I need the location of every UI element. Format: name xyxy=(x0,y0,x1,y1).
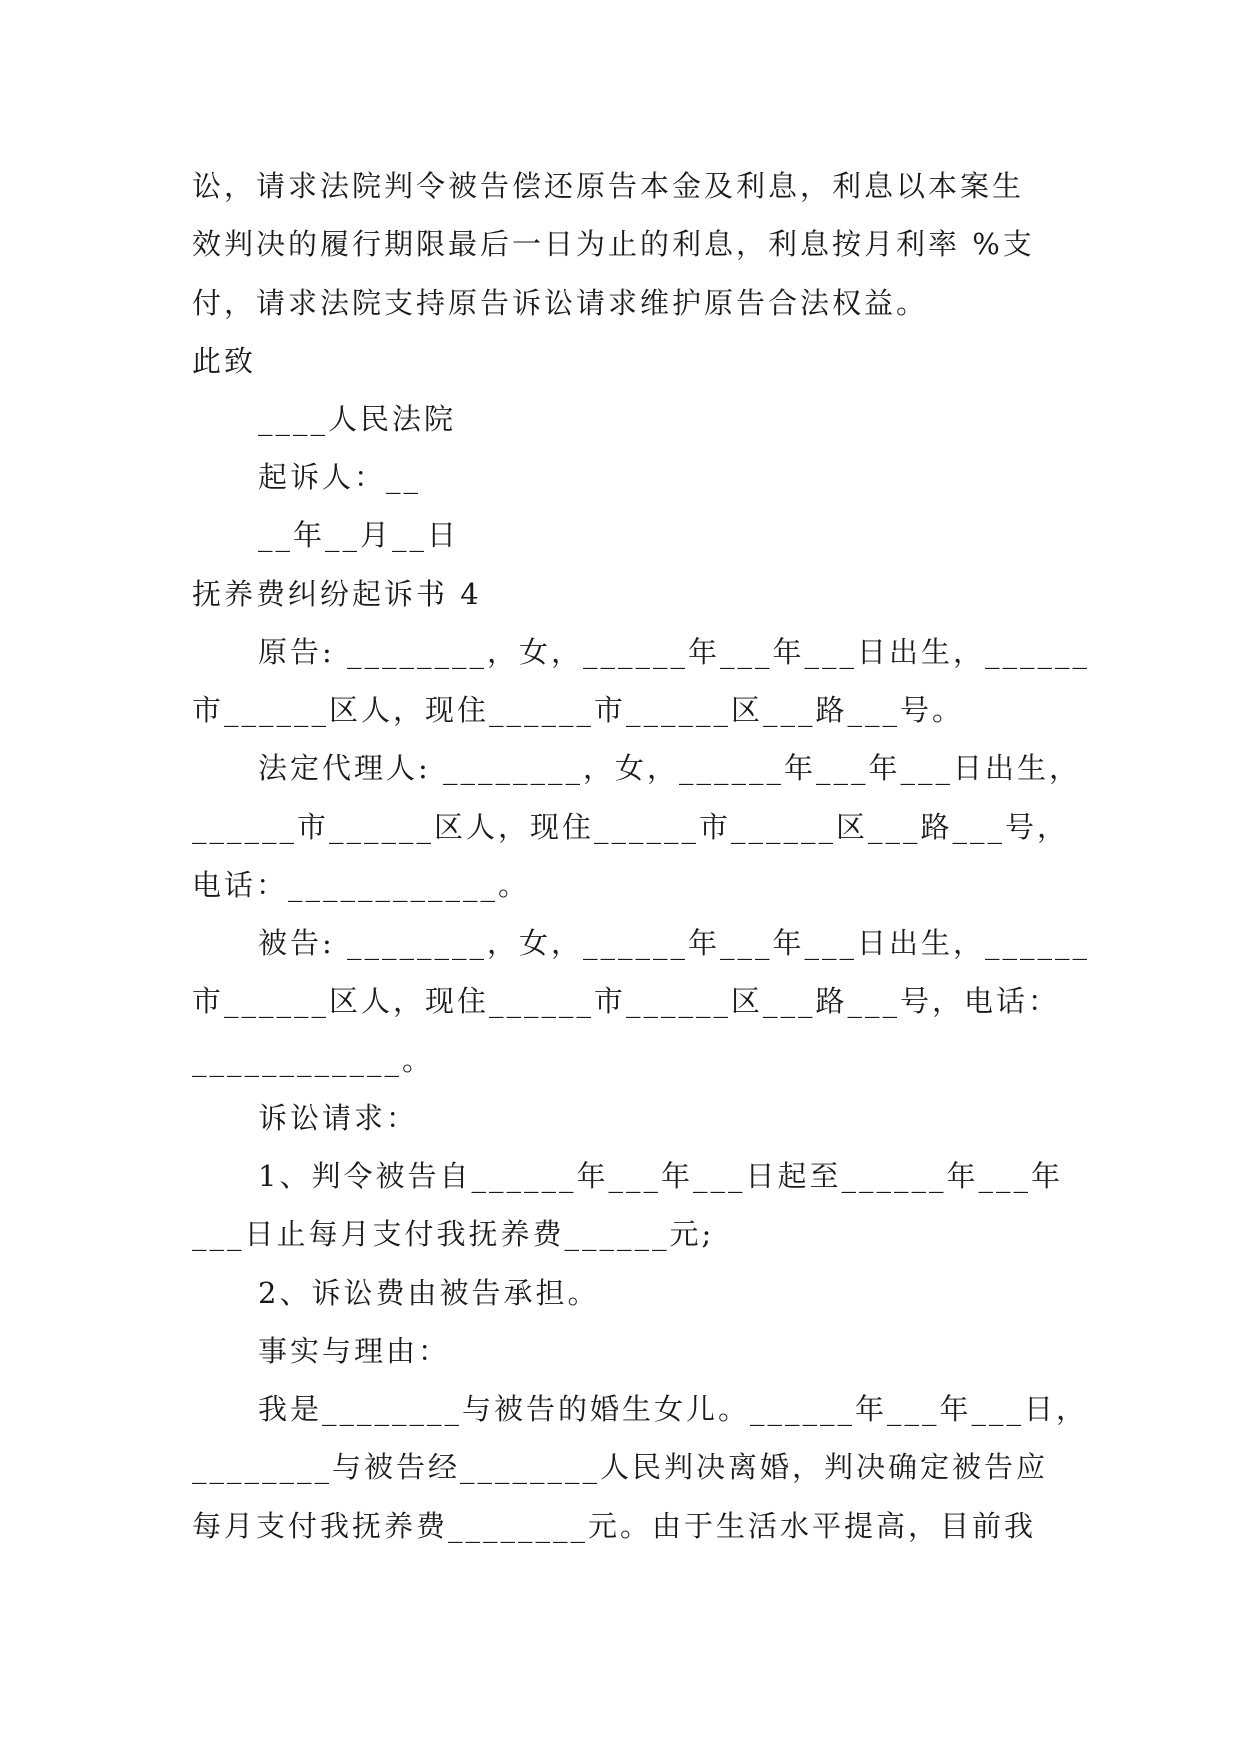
facts-line-3: 每月支付我抚养费________元。由于生活水平提高，目前我 xyxy=(192,1509,1037,1543)
salutation-line: 此致 xyxy=(192,344,257,378)
defendant-info-line-2: 市______区人，现住______市______区___路___号，电话： xyxy=(192,984,1061,1018)
facts-line-1: 我是________与被告的婚生女儿。______年___年___日， xyxy=(258,1392,1089,1426)
defendant-info-line-1: 被告: ________，女，______年___年___日出生，______ xyxy=(258,926,1090,960)
claim-2-line: 2、诉讼费由被告承担。 xyxy=(258,1276,600,1310)
court-name-line: ____人民法院 xyxy=(258,402,457,436)
claim-1-line-2: ___日止每月支付我抚养费______元; xyxy=(192,1217,715,1251)
facts-heading: 事实与理由： xyxy=(258,1334,451,1368)
plaintiff-info-line-1: 原告: ________，女，______年___年___日出生，______ xyxy=(258,635,1090,669)
legal-rep-phone-line: 电话：____________。 xyxy=(192,868,531,902)
body-line-1: 讼，请求法院判令被告偿还原告本金及利息，利息以本案生 xyxy=(192,169,1025,203)
facts-line-2: ________与被告经________人民判决离婚，判决确定被告应 xyxy=(192,1450,1049,1484)
plaintiff-signature-line: 起诉人：__ xyxy=(258,460,422,494)
claims-heading: 诉讼请求： xyxy=(258,1101,419,1135)
defendant-phone-line: ____________。 xyxy=(192,1043,435,1077)
legal-rep-line-1: 法定代理人: ________，女，______年___年___日出生， xyxy=(258,751,1081,785)
legal-rep-line-2: ______市______区人，现住______市______区___路___号， xyxy=(192,810,1070,844)
body-line-2: 效判决的履行期限最后一日为止的利息，利息按月利率 %支 xyxy=(192,227,1035,261)
date-line: __年__月__日 xyxy=(258,518,460,552)
section-title: 抚养费纠纷起诉书 4 xyxy=(192,577,482,611)
plaintiff-info-line-2: 市______区人，现住______市______区___路___号。 xyxy=(192,693,965,727)
claim-1-line-1: 1、判令被告自______年___年___日起至______年___年 xyxy=(258,1159,1063,1193)
body-line-3: 付，请求法院支持原告诉讼请求维护原告合法权益。 xyxy=(192,286,929,320)
